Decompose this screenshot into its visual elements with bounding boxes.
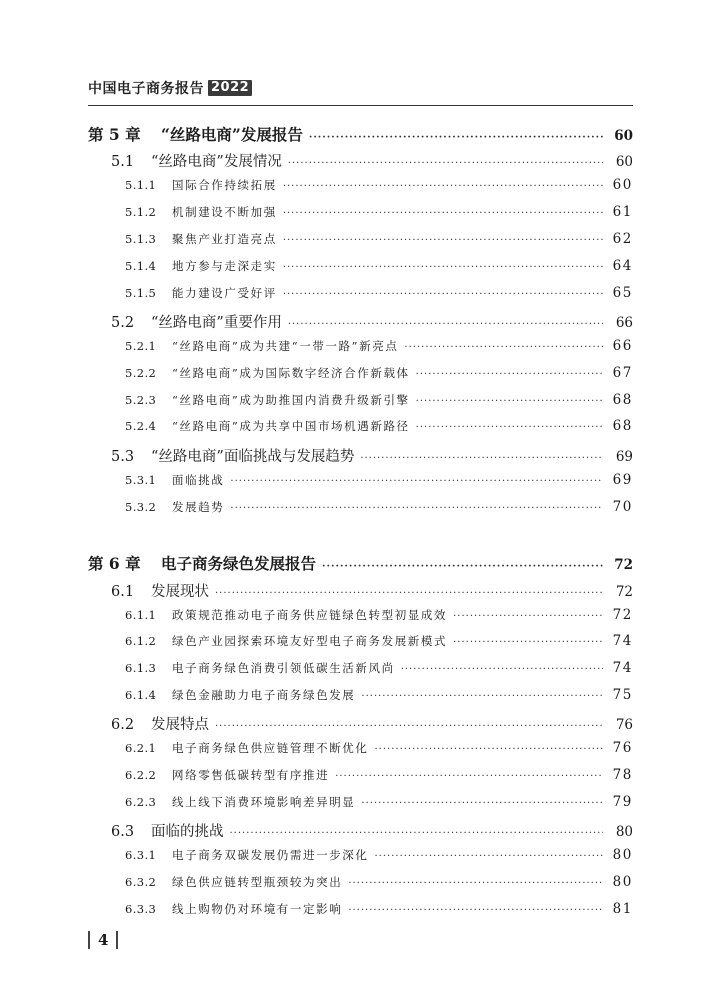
toc-entry-title: 能力建设广受好评	[172, 286, 277, 300]
dot-leader	[309, 132, 603, 143]
toc-entry-number: 5.2.3	[125, 393, 157, 407]
dot-leader	[416, 369, 603, 380]
dot-leader	[283, 208, 603, 219]
dot-leader	[230, 828, 604, 839]
toc-entry-title: 线上购物仍对环境有一定影响	[172, 902, 343, 916]
toc-entry-number: 6.1.4	[125, 688, 157, 702]
toc-entry-number: 5.2	[111, 315, 135, 331]
toc-entry-title: 政策规范推动电子商务供应链绿色转型初显成效	[172, 608, 448, 622]
toc-entry-number: 6.2	[111, 717, 135, 733]
toc-entry-number: 5.1.5	[125, 286, 157, 300]
toc-entry-title: 国际合作持续拓展	[172, 178, 277, 192]
toc-entry-title: 发展特点	[151, 717, 209, 733]
toc-entry-page: 68	[612, 392, 633, 408]
toc-entry-number: 6.1	[111, 584, 135, 600]
toc-entry-page: 72	[612, 607, 633, 623]
toc-entry-page: 60	[615, 154, 633, 170]
footer-bar-right	[116, 931, 118, 949]
toc-entry-number: 5.2.2	[125, 366, 157, 380]
dot-leader	[322, 561, 603, 572]
page-footer	[88, 930, 118, 950]
toc-entry-title: 绿色产业园探索环境友好型电子商务发展新模式	[172, 634, 448, 648]
toc-entry-title: 发展趋势	[172, 500, 225, 514]
toc-entry-number: 5.1	[111, 154, 135, 170]
dot-leader	[375, 851, 604, 862]
toc-entry-number: 6.2.2	[125, 768, 157, 782]
toc-entry-number: 6.2.3	[125, 795, 157, 809]
toc-entry-page: 72	[614, 557, 633, 573]
dot-leader	[283, 289, 603, 300]
toc-entry-sub[interactable]	[0, 633, 721, 653]
toc-entry-sub[interactable]	[0, 767, 721, 787]
toc-entry-title: “丝路电商”发展报告	[161, 125, 303, 144]
toc-entry-page: 76	[615, 717, 633, 733]
toc-entry-title: “丝路电商”成为共享中国市场机遇新路径	[172, 419, 410, 433]
dot-leader	[361, 691, 603, 702]
toc-entry-page: 80	[612, 847, 633, 863]
toc-entry-number: 6.1.3	[125, 661, 157, 675]
dot-leader	[401, 664, 603, 675]
dot-leader	[335, 771, 603, 782]
dot-leader	[288, 158, 603, 169]
dot-leader	[215, 721, 603, 732]
dot-leader	[283, 262, 603, 273]
dot-leader	[348, 878, 603, 889]
dot-leader	[453, 611, 603, 622]
toc-entry-page: 70	[612, 499, 633, 515]
toc-entry-number: 5.1.3	[125, 232, 157, 246]
toc-entry-sub[interactable]	[0, 794, 721, 814]
toc-entry-chapter[interactable]	[0, 123, 721, 143]
toc-entry-title: 电子商务绿色发展报告	[161, 554, 317, 573]
toc-entry-title: “丝路电商”成为共建“一带一路”新亮点	[172, 339, 399, 353]
toc-entry-page: 65	[612, 285, 633, 301]
toc-entry-page: 66	[612, 338, 633, 354]
toc-entry-number: 6.3	[111, 824, 135, 840]
toc-entry-chapter[interactable]	[0, 552, 721, 572]
dot-leader	[360, 453, 603, 464]
toc-entry-number: 5.3.1	[125, 473, 157, 487]
toc-entry-page: 68	[612, 418, 633, 434]
toc-entry-title: “丝路电商”重要作用	[151, 315, 282, 331]
toc-entry-page: 78	[612, 767, 633, 783]
toc-entry-section[interactable]	[0, 580, 721, 600]
toc-entry-title: 地方参与走深走实	[172, 259, 277, 273]
toc-entry-page: 74	[612, 660, 633, 676]
toc-entry-page: 66	[615, 315, 633, 331]
toc-entry-sub[interactable]	[0, 499, 721, 519]
toc-entry-title: 发展现状	[151, 584, 209, 600]
toc-entry-number: 5.1.1	[125, 178, 157, 192]
toc-entry-title: 线上线下消费环境影响差异明显	[172, 795, 356, 809]
dot-leader	[283, 181, 603, 192]
toc-entry-title: 电子商务绿色消费引领低碳生活新风尚	[172, 661, 395, 675]
toc-entry-title: 机制建设不断加强	[172, 205, 277, 219]
footer-bar-left	[88, 931, 90, 949]
toc-entry-sub[interactable]	[0, 901, 721, 921]
toc-entry-number: 5.1.2	[125, 205, 157, 219]
page-number: 4	[98, 931, 109, 949]
toc-entry-page: 79	[612, 794, 633, 810]
toc-entry-title: “丝路电商”发展情况	[151, 154, 282, 170]
toc-entry-sub[interactable]	[0, 874, 721, 894]
dot-leader	[404, 342, 603, 353]
toc-entry-title: “丝路电商”面临挑战与发展趋势	[151, 449, 355, 465]
toc-entry-number: 5.3.2	[125, 500, 157, 514]
toc-entry-number: 5.3	[111, 449, 135, 465]
toc-entry-sub[interactable]	[0, 338, 721, 358]
toc-entry-sub[interactable]	[0, 687, 721, 707]
toc-entry-title: “丝路电商”成为国际数字经济合作新载体	[172, 366, 410, 380]
toc-entry-sub[interactable]	[0, 607, 721, 627]
toc-entry-number: 6.3.1	[125, 848, 157, 862]
toc-entry-page: 80	[612, 874, 633, 890]
toc-entry-sub[interactable]	[0, 231, 721, 251]
toc-entry-title: 绿色金融助力电子商务绿色发展	[172, 688, 356, 702]
dot-leader	[361, 798, 603, 809]
toc-entry-sub[interactable]	[0, 177, 721, 197]
toc-entry-number: 5.2.1	[125, 339, 157, 353]
toc-entry-sub[interactable]	[0, 365, 721, 385]
toc-entry-number: 6.1.2	[125, 634, 157, 648]
toc-entry-page: 67	[612, 365, 633, 381]
toc-entry-section[interactable]	[0, 820, 721, 840]
dot-leader	[215, 588, 603, 599]
toc-entry-page: 80	[615, 824, 633, 840]
toc-entry-page: 61	[612, 204, 633, 220]
dot-leader	[230, 476, 603, 487]
toc-entry-title: 面临挑战	[172, 473, 225, 487]
toc-entry-number: 6.3.3	[125, 902, 157, 916]
toc-entry-sub[interactable]	[0, 285, 721, 305]
toc-entry-number: 6.2.1	[125, 741, 157, 755]
toc-entry-title: 网络零售低碳转型有序推进	[172, 768, 330, 782]
report-title: 中国电子商务报告	[88, 81, 204, 97]
toc-entry-page: 81	[612, 901, 633, 917]
toc-entry-number: 6.1.1	[125, 608, 157, 622]
toc-entry-section[interactable]	[0, 445, 721, 465]
toc-entry-number: 5.2.4	[125, 419, 157, 433]
toc-entry-sub[interactable]	[0, 472, 721, 492]
toc-entry-sub[interactable]	[0, 660, 721, 680]
header-rule	[88, 105, 633, 106]
dot-leader	[375, 744, 604, 755]
toc-entry-page: 76	[612, 740, 633, 756]
toc-entry-section[interactable]	[0, 713, 721, 733]
dot-leader	[416, 422, 603, 433]
toc-entry-sub[interactable]	[0, 847, 721, 867]
dot-leader	[288, 319, 603, 330]
toc-entry-page: 64	[612, 258, 633, 274]
toc-entry-page: 72	[615, 584, 633, 600]
dot-leader	[453, 637, 603, 648]
toc-entry-title: 电子商务绿色供应链管理不断优化	[172, 741, 369, 755]
toc-entry-title: 面临的挑战	[151, 824, 224, 840]
dot-leader	[416, 396, 603, 407]
running-header	[88, 78, 252, 98]
toc-entry-title: 电子商务双碳发展仍需进一步深化	[172, 848, 369, 862]
toc-entry-sub[interactable]	[0, 204, 721, 224]
toc-entry-page: 69	[612, 472, 633, 488]
toc-entry-number: 第 6 章	[88, 554, 141, 573]
toc-entry-page: 62	[612, 231, 633, 247]
toc-entry-page: 60	[614, 128, 633, 144]
toc-entry-sub[interactable]	[0, 418, 721, 438]
toc-entry-page: 69	[615, 449, 633, 465]
toc-entry-page: 60	[612, 177, 633, 193]
toc-entry-title: “丝路电商”成为助推国内消费升级新引擎	[172, 393, 410, 407]
toc-entry-section[interactable]	[0, 311, 721, 331]
toc-entry-sub[interactable]	[0, 258, 721, 278]
dot-leader	[230, 503, 603, 514]
dot-leader	[283, 235, 603, 246]
dot-leader	[348, 905, 603, 916]
toc-entry-page: 75	[612, 687, 633, 703]
toc-entry-number: 第 5 章	[88, 125, 141, 144]
toc-entry-title: 绿色供应链转型瓶颈较为突出	[172, 875, 343, 889]
toc-entry-number: 5.1.4	[125, 259, 157, 273]
toc-entry-sub[interactable]	[0, 392, 721, 412]
toc-entry-title: 聚焦产业打造亮点	[172, 232, 277, 246]
toc-entry-sub[interactable]	[0, 740, 721, 760]
toc-entry-number: 6.3.2	[125, 875, 157, 889]
toc-entry-page: 74	[612, 633, 633, 649]
year-badge: 2022	[208, 80, 252, 96]
toc-entry-section[interactable]	[0, 150, 721, 170]
